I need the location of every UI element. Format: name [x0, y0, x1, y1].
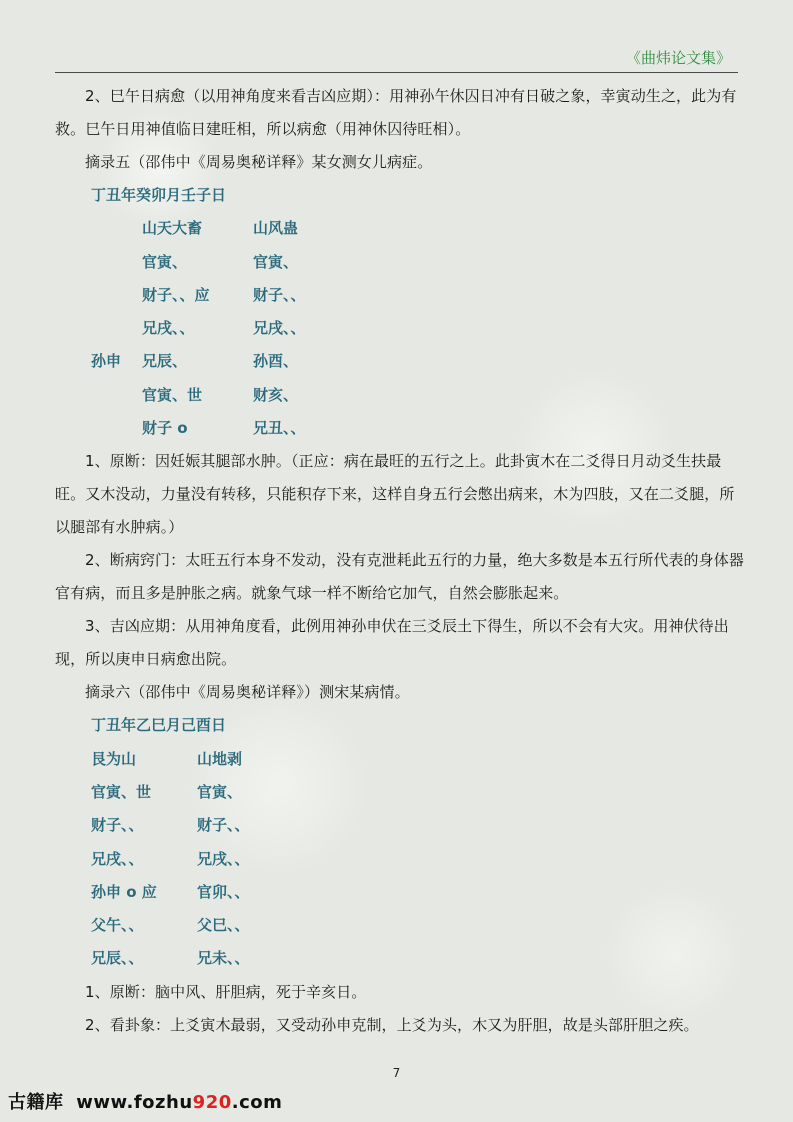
changed-hexagram-name: 山风蛊 [253, 219, 299, 238]
main-hexagram-name: 山天大畜 [142, 219, 203, 238]
paragraph: 2、巳午日病愈（以用神角度来看吉凶应期）：用神孙午休囚日冲有日破之象，幸寅动生之，此为有救。巳午日用神值临日建旺相，所以病愈（用神休囚待旺相）。 [55, 87, 737, 138]
line-main: 官寅、世 [142, 385, 203, 404]
divination-date: 丁丑年癸卯月壬子日 [91, 186, 227, 204]
line-changed: 官寅、 [253, 252, 299, 271]
paragraph: 2、断病窍门：太旺五行本身不发动，没有克泄耗此五行的力量，绝大多数是本五行所代表的身体器官有病，而且多是肿胀之病。就象气球一样不断给它加气，自然会膨胀起来。 [55, 551, 744, 603]
site-suffix: .com [231, 1092, 283, 1113]
line-main: 财子、、应 [142, 285, 210, 304]
line-changed: 孙酉、 [253, 352, 299, 371]
line-changed: 官寅、 [197, 782, 243, 801]
paragraph: 1、原断：因妊娠其腿部水肿。（正应：病在最旺的五行之上。此卦寅木在二爻得日月动爻生扶最旺。又木没动，力量没有转移，只能积存下来，这样自身五行会憋出病来，木为四肢，又在二爻腿，所以腿部有水肿病。） [55, 452, 735, 537]
page-number: 7 [392, 1066, 401, 1080]
header-divider [55, 72, 738, 73]
footer-site-link[interactable] [76, 1092, 282, 1113]
line-main: 官寅、世 [91, 782, 152, 801]
line-changed: 兄戌、、 [253, 319, 306, 338]
paragraph: 1、原断：脑中风、肝胆病，死于辛亥日。 [85, 982, 367, 1001]
header-title: 《曲炜论文集》 [625, 49, 731, 67]
paragraph: 摘录五（邵伟中《周易奥秘详释》某女测女儿病症。 [85, 153, 433, 171]
line-main: 父午、、 [91, 916, 144, 935]
line-main: 兄戌、、 [91, 849, 144, 868]
main-hexagram-name: 艮为山 [91, 749, 137, 768]
line-changed: 财子、、 [253, 285, 306, 304]
paragraph: 摘录六（邵伟中《周易奥秘详释》）测宋某病情。 [85, 683, 410, 702]
paragraph: 2、看卦象：上爻寅木最弱，又受动孙申克制，上爻为头，木又为肝胆，故是头部肝胆之疾。 [85, 1015, 699, 1034]
hidden-spirit: 孙申 [91, 352, 122, 371]
line-main: 兄戌、、 [142, 319, 195, 338]
line-main: 孙申 o 应 [91, 882, 157, 901]
footer-brand: 古籍库 [8, 1092, 64, 1113]
site-prefix: www.fozhu [76, 1092, 193, 1113]
divination-date: 丁丑年乙巳月己酉日 [91, 716, 227, 735]
line-changed: 父巳、、 [197, 916, 250, 935]
line-main: 财子、、 [91, 816, 144, 835]
site-number: 920 [192, 1092, 232, 1113]
line-changed: 兄丑、、 [253, 419, 306, 438]
line-changed: 财子、、 [197, 816, 250, 835]
line-main: 兄辰、、 [91, 949, 144, 968]
hexagram-table-case5 [55, 179, 745, 445]
line-main: 兄辰、 [142, 352, 188, 371]
line-changed: 兄未、、 [197, 949, 250, 968]
line-changed: 官卯、、 [197, 882, 250, 901]
line-main: 财子 o [142, 419, 188, 438]
changed-hexagram-name: 山地剥 [197, 749, 243, 768]
paragraph: 3、吉凶应期：从用神角度看，此例用神孙申伏在三爻辰土下得生，所以不会有大灾。用神伏待出现，所以庚申日病愈出院。 [55, 617, 729, 669]
line-changed: 兄戌、、 [197, 849, 250, 868]
hexagram-table-case6 [55, 709, 745, 975]
line-changed: 财亥、 [253, 385, 299, 404]
footer-watermark [8, 1088, 282, 1114]
document-body [55, 80, 745, 1042]
line-main: 官寅、 [142, 252, 188, 271]
